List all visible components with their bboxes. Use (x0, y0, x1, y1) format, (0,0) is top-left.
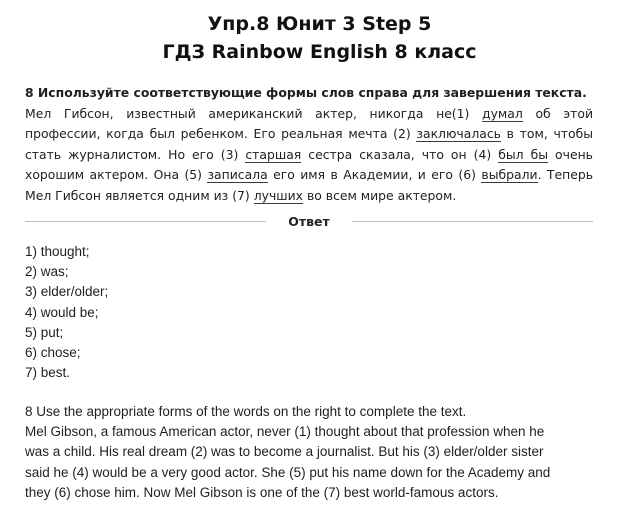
answer-item: 2) was; (25, 264, 69, 280)
answer-item: 3) elder/older; (25, 284, 109, 300)
underlined-word: заключалась (416, 126, 501, 141)
task-english-line: Mel Gibson, a famous American actor, never (1) thought about that profession when he (25, 424, 545, 440)
task-text: об этой профессии, когда был ребенком. Его реальная мечта (2) (25, 105, 593, 141)
underlined-word: был бы (498, 146, 549, 162)
answer-heading: Ответ (288, 213, 330, 229)
task-english-line: was a child. His real dream (2) was to become a journalist. But his (3) elder/older sister (25, 444, 544, 460)
divider-line-right (352, 221, 593, 222)
task-text: очень хорошим актером. Она (5) (25, 146, 593, 182)
underlined-word: записала (207, 167, 268, 182)
task-text: в том, чтобы стать журналистом. Но его (3) (25, 126, 594, 162)
task-text: сестра сказала, что он (4) (301, 146, 499, 162)
task-english-line: said he (4) would be a very good actor. She (5) put his name down for the Academy and (25, 464, 551, 480)
task-text: Мел Гибсон, известный американский актер, никогда не(1) (25, 105, 483, 121)
underlined-word: выбрали (481, 167, 538, 182)
task-english-line: they (6) chose him. Now Mel Gibson is one of the (7) best world-famous actors. (25, 484, 499, 500)
answer-list (25, 242, 108, 383)
task-text: . Теперь Мел Гибсон является одним из (7) (25, 167, 594, 203)
answer-item: 6) chose; (25, 344, 81, 360)
answer-item: 1) thought; (25, 244, 90, 259)
page-subtitle: ГДЗ Rainbow English 8 класс (162, 41, 477, 63)
task-english-heading: 8 Use the appropriate forms of the words on the right to complete the text. (25, 404, 467, 419)
task-russian (25, 83, 593, 206)
answer-divider (25, 212, 593, 230)
task-text: во всем мире актером. (303, 187, 457, 203)
underlined-word: лучших (253, 187, 303, 203)
answer-item: 7) best. (25, 365, 71, 381)
task-text: его имя в Академии, и его (6) (267, 167, 482, 182)
task-english (25, 402, 593, 503)
task-russian-heading: 8 Используйте соответствующие формы слов справа для завершения текста. (25, 85, 587, 100)
underlined-word: думал (482, 105, 523, 121)
answer-item: 5) put; (25, 324, 64, 340)
page-title: Упр.8 Юнит 3 Step 5 (207, 13, 432, 35)
answer-item: 4) would be; (25, 304, 99, 320)
underlined-word: старшая (245, 146, 302, 162)
divider-line-left (25, 221, 266, 222)
